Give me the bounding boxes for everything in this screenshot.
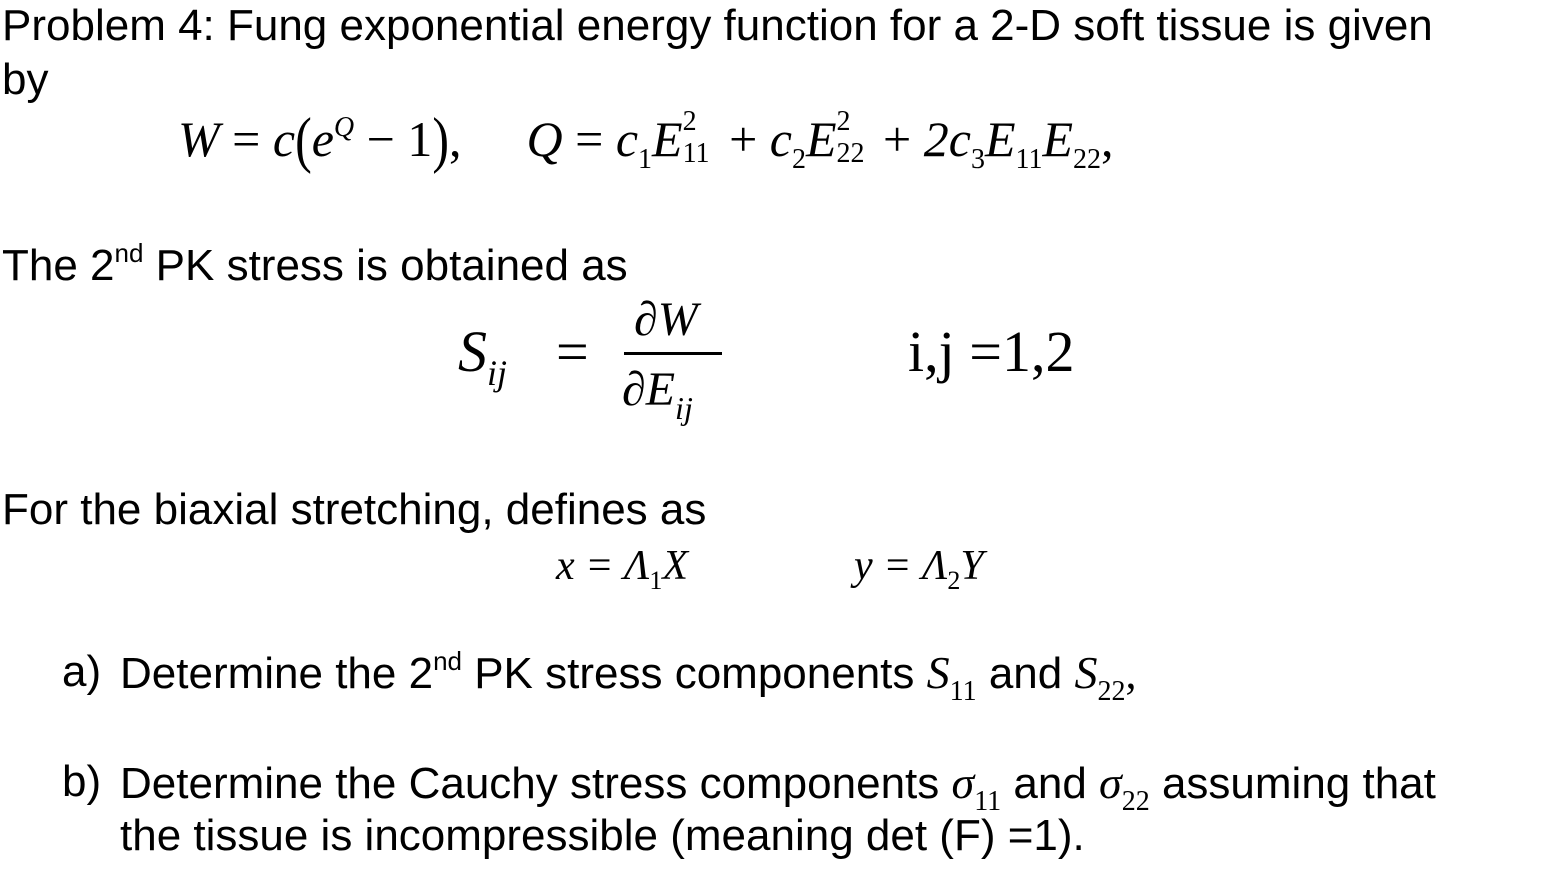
c3-subscript: 3 — [970, 144, 985, 175]
equals-sign-eq2: = — [556, 319, 589, 384]
part-a-text — [120, 646, 1137, 707]
x-eq-text: x = Λ — [556, 543, 650, 589]
part-b-label: b) — [62, 757, 102, 806]
square-exponent-1: 2 — [682, 106, 697, 137]
fraction-numerator: ∂W — [634, 293, 698, 346]
part-a-and: and — [976, 649, 1075, 698]
denominator-text: ∂E — [622, 363, 676, 416]
E11-cross-symbol: E — [984, 111, 1016, 167]
Y-variable: Y — [960, 543, 984, 589]
X-variable: X — [662, 543, 689, 589]
minus-one: − 1 — [366, 111, 433, 167]
comma: , — [449, 111, 462, 167]
sigma11-subscript: 11 — [974, 786, 1002, 817]
x-stretch-equation — [556, 542, 689, 595]
c-symbol: c — [272, 111, 296, 167]
equation-end-comma: , — [1101, 111, 1114, 167]
equals-sign-2: = — [575, 111, 604, 167]
e-symbol: e — [311, 111, 334, 167]
part-b-text1: Determine the Cauchy stress components — [120, 759, 952, 808]
biaxial-intro: For the biaxial stretching, defines as — [2, 485, 707, 534]
plus-sign-2: + — [883, 111, 912, 167]
sigma22-subscript: 22 — [1121, 786, 1150, 817]
part-a-label: a) — [62, 647, 102, 696]
E11-subscript: 11 — [682, 138, 710, 169]
E11-symbol: E — [652, 111, 683, 167]
S-ij-lhs — [458, 318, 508, 393]
E22-cross-symbol: E — [1042, 111, 1073, 167]
fung-energy-equation: $W = c(e^Q - 1)$, $Q = c_1E$ 2 11 + $c_2E$ 2 22 + $2c_3E_{11}E_{22}$, — [178, 104, 1114, 175]
pk-text-after: PK stress is obtained as — [143, 241, 628, 290]
c1-subscript: 1 — [638, 144, 653, 175]
part-b-text-line2: the tissue is incompressible (meaning det (F) =1). — [120, 811, 1085, 860]
y-eq-text: y = Λ — [854, 543, 948, 589]
E22-symbol: E — [805, 111, 837, 167]
part-b-text2: assuming that — [1149, 759, 1436, 808]
c1-symbol: c — [615, 111, 639, 167]
x-lambda-subscript: 1 — [649, 566, 663, 595]
S-symbol: S — [458, 319, 487, 384]
E22-cross-subscript: 22 — [1073, 144, 1101, 175]
part-b-text-line1 — [120, 757, 1436, 817]
Q-exponent: Q — [333, 112, 355, 143]
equals-sign: = — [232, 111, 261, 167]
S22-subscript: 22 — [1097, 676, 1126, 707]
problem-statement-line2: by — [2, 55, 49, 104]
2c3-symbol: 2c — [923, 111, 971, 167]
sigma11-symbol: σ — [951, 757, 975, 808]
S22-symbol: S — [1074, 647, 1098, 698]
E11-cross-subscript: 11 — [1015, 144, 1043, 175]
part-a-text2: PK stress components — [461, 649, 927, 698]
y-lambda-subscript: 2 — [947, 566, 961, 595]
problem-statement-line1: Problem 4: Fung exponential energy function for a 2-D soft tissue is given — [2, 1, 1433, 50]
part-a-text1: Determine the 2 — [120, 649, 434, 698]
part-a-superscript: nd — [433, 646, 462, 676]
pk-superscript: nd — [114, 238, 144, 268]
c2-subscript: 2 — [791, 144, 806, 175]
fraction-denominator — [622, 362, 693, 426]
S11-symbol: S — [926, 647, 950, 698]
sigma22-symbol: σ — [1099, 757, 1122, 808]
plus-sign-1: + — [729, 111, 758, 167]
fraction-line — [624, 352, 722, 355]
index-range: i,j =1,2 — [908, 319, 1075, 384]
c2-symbol: c — [769, 111, 792, 167]
denominator-subscript: ij — [675, 390, 693, 426]
square-exponent-2: 2 — [836, 106, 851, 137]
pk-stress-intro — [2, 238, 628, 290]
W-symbol: W — [178, 111, 220, 167]
S-subscript: ij — [487, 353, 508, 393]
part-b-and: and — [1001, 759, 1100, 808]
pk-text-before: The 2 — [2, 241, 115, 290]
Q-symbol: Q — [526, 111, 563, 167]
S11-subscript: 11 — [949, 676, 977, 707]
E22-subscript: 22 — [836, 138, 865, 169]
y-stretch-equation — [854, 542, 984, 595]
part-a-end: , — [1125, 649, 1137, 698]
